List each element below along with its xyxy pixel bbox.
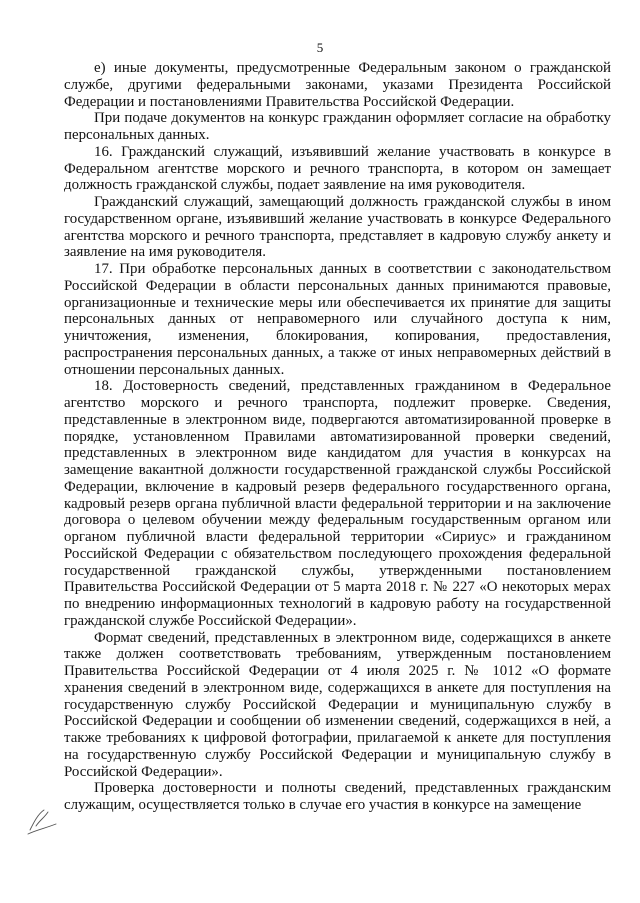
- paragraph-verification-completeness: Проверка достоверности и полноты сведений, представленных гражданским служащим, осуществляется только в случае его участия в конкурсе на замещение: [64, 780, 611, 813]
- paragraph-electronic-format: Формат сведений, представленных в электронном виде, содержащихся в анкете также должен соответствовать требованиям, утвержденным постановлением Правительства Российской Федерации от 4 июля 2025 г. № 1012 «О формате хранения сведений в электронном виде, содержащихся в анкете для поступления на государственную службу Российской Федерации и муниципальную службу в Российской Федерации и сообщении об изменении сведений, содержащихся в ней, а также требованиях к цифровой фотографии, прилагаемой к анкете для поступления на государственную службу Российской Федерации и муниципальную службу в Российской Федерации».: [64, 629, 611, 780]
- margin-scribble-mark: [26, 800, 66, 836]
- paragraph-item-e-other-documents: е) иные документы, предусмотренные Федеральным законом о гражданской службе, другими федеральными законами, указами Президента Российской Федерации и постановлениями Правительства Российской Федерации.: [64, 60, 611, 110]
- paragraph-18-verification: 18. Достоверность сведений, представленных гражданином в Федеральное агентство морского и речного транспорта, подлежит проверке. Сведения, представленные в электронном виде, подвергаются автоматизированной проверке в порядке, установленном Правилами автоматизированной проверки сведений, представленных в электронном виде кандидатом для участия в конкурсах на замещение вакантной должности государственной гражданской службы Российской Федерации, включение в кадровый резерв федерального государственного органа, кадровый резерв органа публичной власти федеральной территории и на заключение договора о целевом обучении между федеральным государственным органом или органом публичной власти федеральной территории «Сириус» и гражданином Российской Федерации с обязательством последующего прохождения федеральной государственной гражданской службы, утвержденными постановлением Правительства Российской Федерации от 5 марта 2018 г. № 227 «О некоторых мерах по внедрению информационных технологий в кадровую работу на государственной гражданской службе Российской Федерации».: [64, 378, 611, 629]
- paragraph-consent-personal-data: При подаче документов на конкурс гражданин оформляет согласие на обработку персональных данных.: [64, 110, 611, 143]
- page-number: 5: [316, 40, 324, 55]
- paragraph-16-civil-servant-application: 16. Гражданский служащий, изъявивший желание участвовать в конкурсе в Федеральном агентстве морского и речного транспорта, в котором он замещает должность гражданской службы, подает заявление на имя руководителя.: [64, 143, 611, 194]
- paragraph-17-personal-data-protection: 17. При обработке персональных данных в соответствии с законодательством Российской Федерации в области персональных данных принимаются правовые, организационные и технические меры или обеспечивается их принятие для защиты персональных данных от неправомерного или случайного доступа к ним, уничтожения, изменения, блокирования, копирования, предоставления, распространения персональных данных, а также от иных неправомерных действий в отношении персональных данных.: [64, 261, 611, 378]
- document-body: [64, 60, 611, 814]
- paragraph-other-agency-servant: Гражданский служащий, замещающий должность гражданской службы в ином государственном органе, изъявивший желание участвовать в конкурсе Федерального агентства морского и речного транспорта, представляет в кадровую службу анкету и заявление на имя руководителя.: [64, 194, 611, 261]
